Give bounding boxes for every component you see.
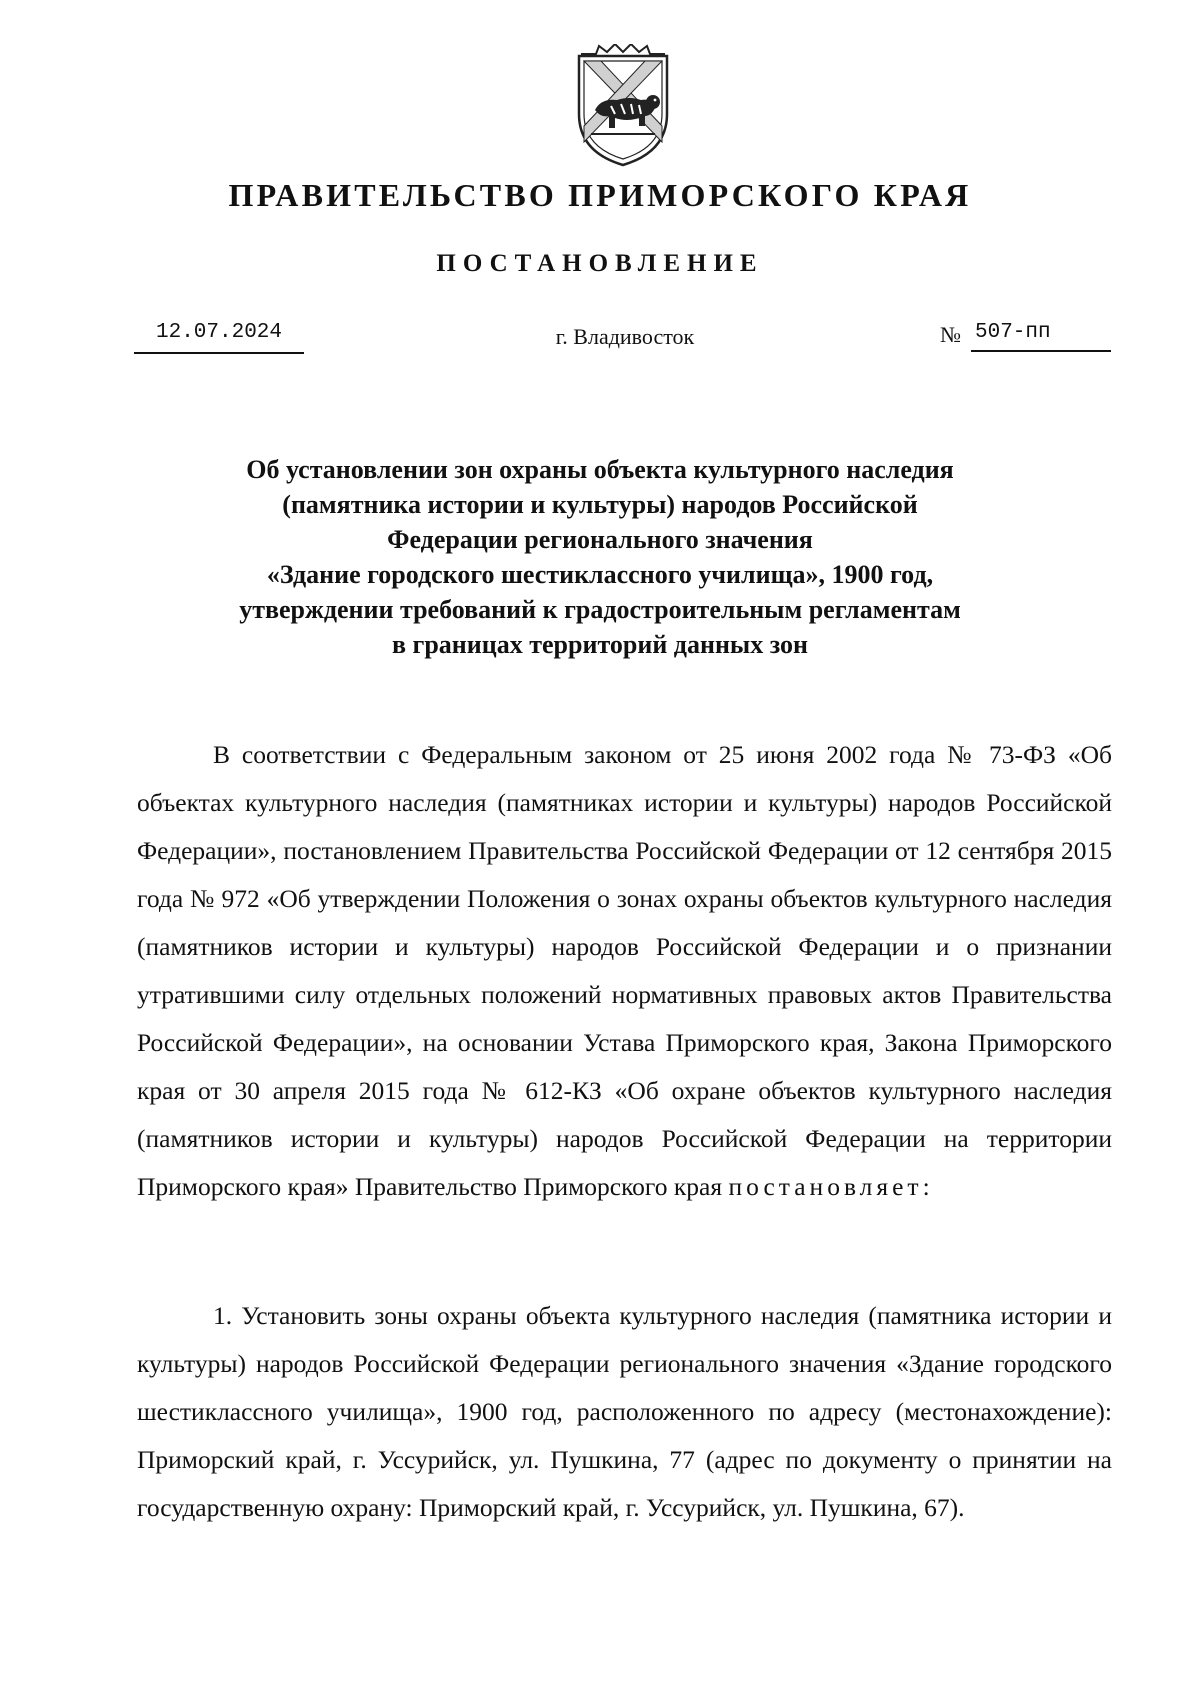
document-title-line: «Здание городского шестиклассного училища», 1900 год, [266, 560, 934, 589]
organization-title: ПРАВИТЕЛЬСТВО ПРИМОРСКОГО КРАЯ [228, 177, 972, 213]
document-title-line: Федерации регионального значения [387, 525, 813, 554]
coat-of-arms-emblem [571, 44, 675, 168]
document-title-line: в границах территорий данных зон [392, 630, 808, 659]
document-date: 12.07.2024 [134, 318, 304, 354]
document-title [120, 452, 1080, 662]
document-title-line: Об установлении зон охраны объекта культурного наследия [246, 455, 954, 484]
resolves-word: постановляет: [728, 1172, 934, 1201]
number-sign: № [940, 322, 961, 347]
document-number: 507-пп [971, 318, 1111, 352]
preamble-text: В соответствии с Федеральным законом от 25 июня 2002 года № 73-ФЗ «Об объектах культурного наследия (памятниках истории и культуры) народов Российской Федерации», постановлением Правительства Российской Федерации от 12 сентября 2015 года № 972 «Об утверждении Положения о зонах охраны объектов культурного наследия (памятников истории и культуры) народов Российской Федерации и о признании утратившими силу отдельных положений нормативных правовых актов Правительства Российской Федерации», на основании Устава Приморского края, Закона Приморского края от 30 апреля 2015 года № 612-КЗ «Об охране объектов культурного наследия (памятников истории и культуры) народов Российской Федерации на территории Приморского края» Правительство Приморского края [137, 740, 1112, 1201]
document-title-line: (памятника истории и культуры) народов Российской [282, 490, 918, 519]
preamble-paragraph [137, 731, 1112, 1211]
document-title-line: утверждении требований к градостроительным регламентам [239, 595, 961, 624]
document-city: г. Владивосток [555, 324, 695, 349]
item-1-paragraph: 1. Установить зоны охраны объекта культурного наследия (памятника истории и культуры) народов Российской Федерации регионального значения «Здание городского шестиклассного училища», 1900 год, расположенного по адресу (местонахождение): Приморский край, г. Уссурийск, ул. Пушкина, 77 (адрес по документу о принятии на государственную охрану: Приморский край, г. Уссурийск, ул. Пушкина, 67). [137, 1301, 1112, 1522]
document-type-heading: ПОСТАНОВЛЕНИЕ [436, 250, 764, 277]
